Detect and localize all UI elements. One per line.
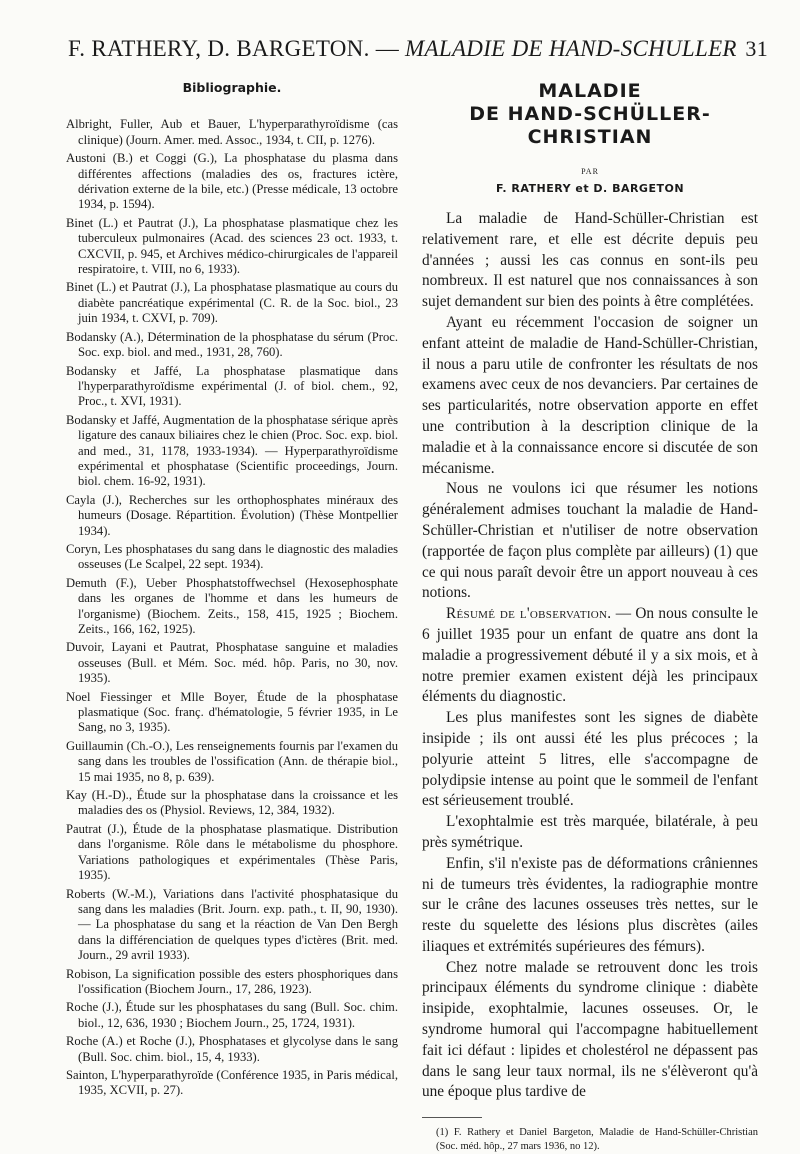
article-title	[422, 80, 758, 149]
paragraph: Enfin, s'il n'existe pas de déformations crâniennes ni de tumeurs très évidentes, la radiographie montre sur le crâne des lacunes osseuses très nettes, sur le reste du squelette des lésions plus discrètes (ailes iliaques et extrémités supérieures des fémurs).	[422, 854, 758, 955]
bibliography-entry: Binet (L.) et Pautrat (J.), La phosphatase plasmatique au cours du diabète pancréatique expérimental (C. R. de la Soc. biol., 23 juin 1934, t. CXVI, p. 709).	[66, 280, 398, 326]
bibliography-entry: Roche (J.), Étude sur les phosphatases du sang (Bull. Soc. chim. biol., 12, 636, 1930 ; Biochem Journ., 25, 1724, 1931).	[66, 1000, 398, 1030]
bibliography-entry: Roberts (W.-M.), Variations dans l'activité phosphatasique du sang dans les maladies (Brit. Journ. exp. path., t. II, 90, 1930). — La phosphatase du sang et la réaction de Van Den Bergh dans la différenciation de quelques types d'ictères (Brit. med. Journ., 29 avril 1933).	[66, 886, 398, 963]
bibliography-entry: Coryn, Les phosphatases du sang dans le diagnostic des maladies osseuses (Le Scalpel, 22 sept. 1934).	[66, 541, 398, 572]
bibliography-heading: Bibliographie.	[182, 80, 282, 95]
paragraph: L'exophtalmie est très marquée, bilatérale, à peu près symétrique.	[422, 813, 758, 851]
footnote: (1) F. Rathery et Daniel Bargeton, Maladie de Hand-Schüller-Christian (Soc. méd. hôp., 27 mars 1936, no 12).	[436, 1127, 758, 1153]
paragraph: Chez notre malade se retrouvent donc les trois principaux éléments du syndrome clinique : diabète insipide, exophtalmie, lacunes osseuses. Or, le syndrome humoral qui l'accompagne habituellement fait ici défaut : lipides et cholestérol ne dépassent pas dans le sang leur taux normal, ils ne s'élèveront qu'à une époque plus tardive de	[422, 958, 758, 1101]
title-line: MALADIE	[538, 80, 642, 102]
bibliography-entry: Demuth (F.), Ueber Phosphatstoffwechsel (Hexosephosphate dans les organes de l'homme et dans les humeurs de l'organisme) (Biochem. Zeits., 158, 415, 1925 ; Biochem. Zeits., 166, 162, 1925).	[66, 575, 398, 636]
bibliography-entry: Binet (L.) et Pautrat (J.), La phosphatase plasmatique chez les tuberculeux pulmonaires (Acad. des sciences 23 oct. 1933, t. CXCVII, p. 945, et Archives médico-chirurgicales de l'appareil respiratoire, t. VIII, no 6, 1933).	[66, 215, 398, 277]
bibliography-entry: Sainton, L'hyperparathyroïde (Conférence 1935, in Paris médical, 1935, XCVII, p. 27).	[66, 1067, 398, 1098]
bibliography-entry: Albright, Fuller, Aub et Bauer, L'hyperparathyroïdisme (cas clinique) (Journ. Amer. med. Assoc., 1934, t. CII, p. 1276).	[66, 117, 398, 147]
paragraph: Ayant eu récemment l'occasion de soigner un enfant atteint de maladie de Hand-Schüller-Christian, il nous a paru utile de confronter les résultats de nos examens avec ceux de nos devanciers. Par certaines de ses particularités, notre observation apporte en effet une contribution à la description clinique de la maladie et à la connaissance encore si discutée de son mécanisme.	[422, 313, 758, 477]
paragraph: Les plus manifestes sont les signes de diabète insipide ; ils ont aussi été les plus précoces ; la polyurie atteint 5 litres, elle s'accompagne de polydipsie intense au point que le sommeil de l'enfant est sérieusement troublé.	[422, 709, 758, 810]
bibliography-entry: Austoni (B.) et Coggi (G.), La phosphatase du plasma dans différentes affections (maladies des os, fractures ictère, dérivation externe de la bile, etc.) (Presse médicale, 13 octobre 1934, p. 1594).	[66, 151, 398, 212]
bibliography-entry: Bodansky et Jaffé, La phosphatase plasmatique dans l'hyperparathyroïdisme expérimental (J. of biol. chem., 92, Proc., t. XVI, 1931).	[66, 363, 398, 409]
resume-label: Résumé de l'observation.	[446, 605, 612, 623]
bibliography-entry: Cayla (J.), Recherches sur les orthophosphates minéraux des humeurs (Dosage. Répartition. Évolution) (Thèse Montpellier 1934).	[66, 492, 398, 538]
article-authors: F. RATHERY et D. BARGETON	[495, 182, 685, 195]
header-dash: —	[369, 36, 406, 61]
footnote-rule	[422, 1117, 482, 1118]
paragraph: La maladie de Hand-Schüller-Christian est relativement rare, et elle est décrite depuis peu d'années ; aussi les cas connus en sont-ils peu nombreux. Il est naturel que nos connaissances à son sujet demandent sur bien des points à être complétées.	[422, 210, 758, 311]
bibliography-entry: Bodansky (A.), Détermination de la phosphatase du sérum (Proc. Soc. exp. biol. and med., 1931, 28, 760).	[66, 329, 398, 360]
bibliography-entry: Noel Fiessinger et Mlle Boyer, Étude de la phosphatase plasmatique (Soc. franç. d'hématologie, 5 février 1935, in Le Sang, no 3, 1935).	[66, 689, 398, 735]
bibliography-entry: Guillaumin (Ch.-O.), Les renseignements fournis par l'examen du sang dans les troubles de l'ossification (Ann. de thérapie biol., 15 mai 1935, no 8, p. 639).	[66, 738, 398, 784]
title-line: CHRISTIAN	[527, 126, 653, 148]
bibliography-entry: Kay (H.-D)., Étude sur la phosphatase dans la croissance et les maladies des os (Physiol. Reviews, 12, 384, 1932).	[66, 788, 398, 818]
article-body	[422, 209, 758, 1103]
page-number: 31	[745, 36, 768, 61]
running-header	[68, 36, 768, 62]
bibliography-entry: Pautrat (J.), Étude de la phosphatase plasmatique. Distribution dans l'organisme. Rôle dans le métabolisme du phosphore. Variations pathologiques et expérimentales (Thèse Paris, 1935).	[66, 821, 398, 883]
paragraph: Nous ne voulons ici que résumer les notions généralement admises touchant la maladie de Hand-Schüller-Christian et n'utiliser de notre observation (rapportée de façon plus complète par ailleurs) (1) que ce qui nous paraît devoir être un apport nouveau à ces notions.	[422, 480, 758, 602]
header-authors: F. RATHERY, D. BARGETON.	[68, 36, 370, 61]
bibliography-entry: Robison, La signification possible des esters phosphoriques dans l'ossification (Biochem Journ., 17, 286, 1923).	[66, 966, 398, 996]
bibliography-entry: Bodansky et Jaffé, Augmentation de la phosphatase sérique après ligature des canaux biliaires chez le chien (Proc. Soc. exp. biol. and med., 31, 1178, 1933-1934). — Hyperparathyroïdisme expérimental et phosphatase (Scientific proceedings, Journ. biol. chem. 16-92, 1931).	[66, 412, 398, 489]
bibliography-column	[66, 80, 398, 1102]
title-line: DE HAND-SCHÜLLER-	[469, 103, 711, 125]
resume-text: — On nous consulte le 6 juillet 1935 pour un enfant de quatre ans dont la maladie a progressivement débuté il y a six mois, et à notre premier examen existent déjà les principaux éléments du diagnostic.	[422, 605, 759, 706]
bibliography-entry: Duvoir, Layani et Pautrat, Phosphatase sanguine et maladies osseuses (Bull. et Mém. Soc. méd. hôp. Paris, no 30, nov. 1935).	[66, 640, 398, 686]
resume-paragraph	[422, 604, 758, 708]
article-column	[422, 80, 758, 1154]
byline-par: PAR	[581, 167, 599, 176]
bibliography-entry: Roche (A.) et Roche (J.), Phosphatases et glycolyse dans le sang (Bull. Soc. chim. biol., 15, 4, 1933).	[66, 1034, 398, 1064]
header-running-title: MALADIE DE HAND-SCHULLER	[405, 36, 737, 61]
